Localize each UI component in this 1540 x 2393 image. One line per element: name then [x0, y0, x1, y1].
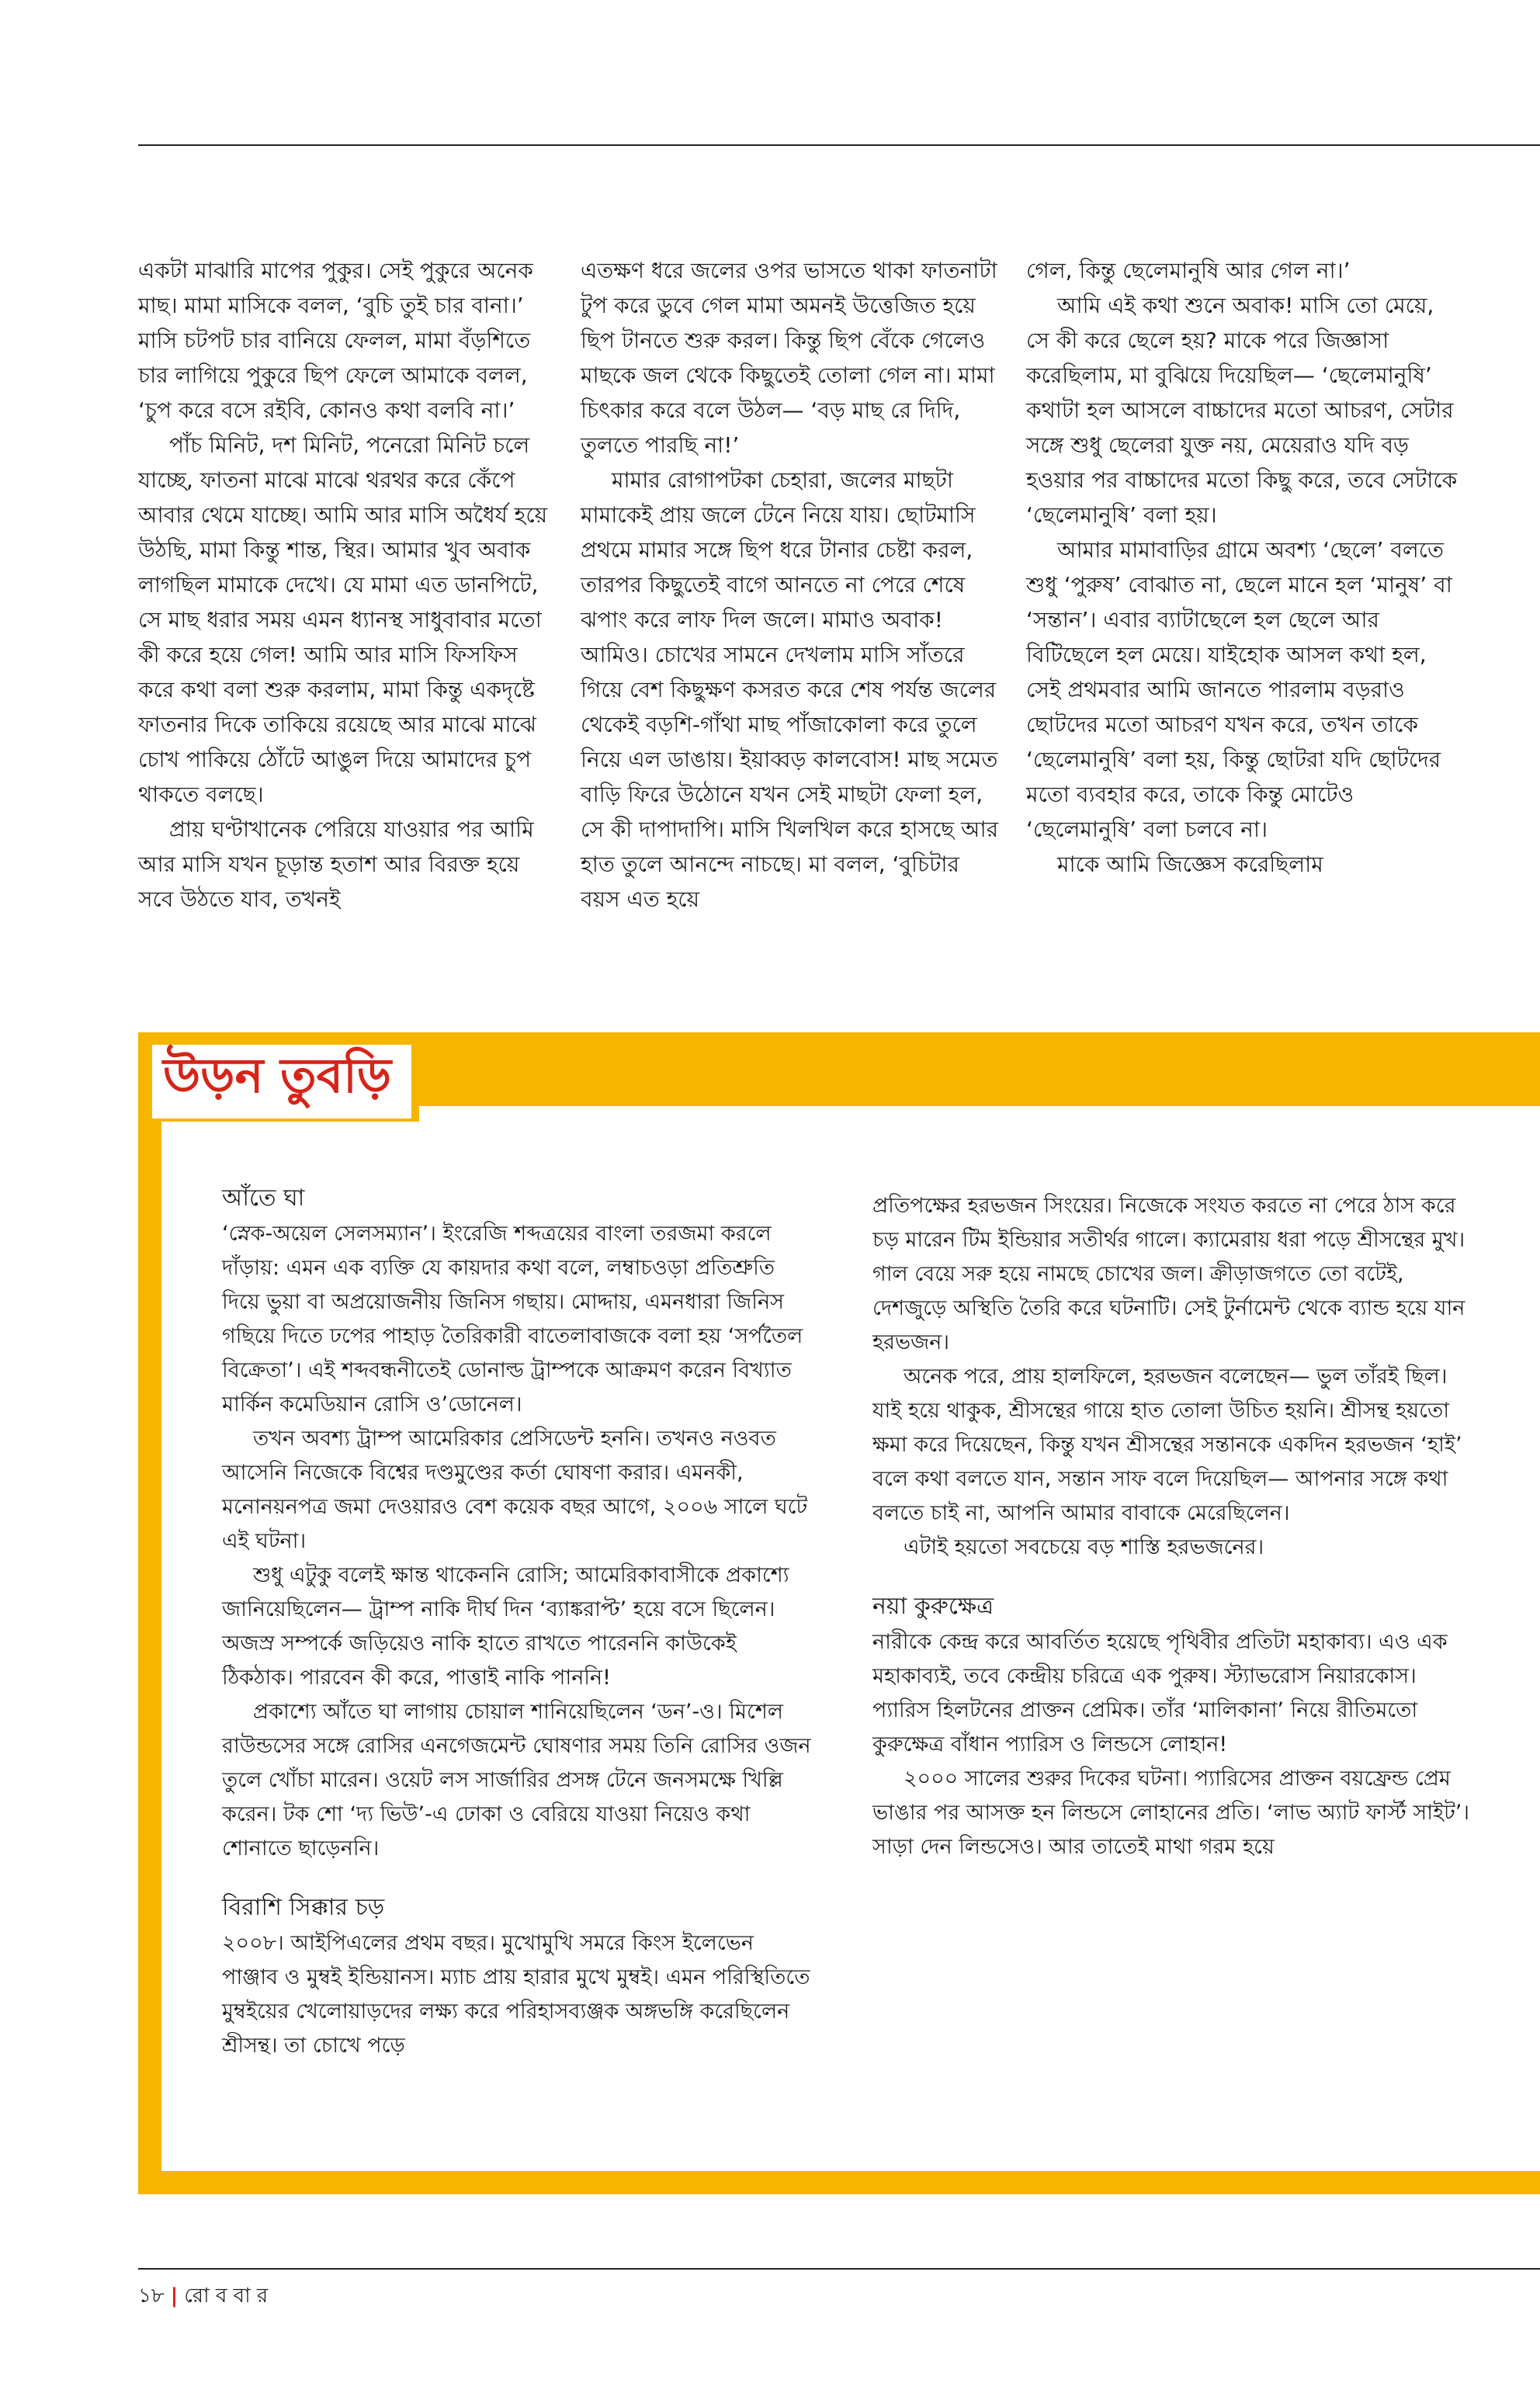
top-rule: [138, 144, 1540, 146]
article-paragraph: মামার রোগাপটকা চেহারা, জলের মাছটা মামাকেই প্রায় জলে টেনে নিয়ে যায়। ছোটমাসি প্রথমে মামার সঙ্গে ছিপ ধরে টানার চেষ্টা করল, তারপর কিছুতেই বাগে আনতে না পেরে শেষে ঝপাং করে লাফ দিল জলে। মামাও অবাক! আমিও। চোখের সামনে দেখলাম মাসি সাঁতরে গিয়ে বেশ কিছুক্ষণ কসরত করে শেষ পর্যন্ত জলের থেকেই বড়শি-গাঁথা মাছ পাঁজাকোলা করে তুলে নিয়ে এল ডাঙায়। ইয়াব্বড় কালবোস! মাছ সমেত বাড়ি ফিরে উঠোনে যখন সেই মাছটা ফেলা হল, সে কী দাপাদাপি। মাসি খিলখিল করে হাসছে আর হাত তুলে আনন্দে নাচছে। মা বলল, ‘বুচিটার বয়স এত হয়ে: [581, 467, 999, 912]
article-paragraph: প্রায় ঘণ্টাখানেক পেরিয়ে যাওয়ার পর আমি আর মাসি যখন চূড়ান্ত হতাশ আর বিরক্ত হয়ে সবে উঠতে যাব, তখনই: [138, 817, 534, 912]
section-heading: নয়া কুরুক্ষেত্র: [872, 1593, 994, 1620]
article-column-1: [138, 253, 550, 917]
article-paragraph: এতক্ষণ ধরে জলের ওপর ভাসতে থাকা ফাতনাটা টুপ করে ডুবে গেল মামা অমনই উত্তেজিত হয়ে ছিপ টানতে শুরু করল। কিন্তু ছিপ বেঁকে গেলেও মাছকে জল থেকে কিছুতেই তোলা গেল না। মামা চিৎকার করে বলে উঠল— ‘বড় মাছ রে দিদি, তুলতে পারছি না!’: [581, 258, 997, 458]
sidebar-paragraph: প্রতিপক্ষের হরভজন সিংয়ের। নিজেকে সংযত করতে না পেরে ঠাস করে চড় মারেন টিম ইন্ডিয়ার সতীর্থর গালে। ক্যামেরায় ধরা পড়ে শ্রীসন্থের মুখ। গাল বেয়ে সরু হয়ে নামছে চোখের জল। ক্রীড়াজগতে তো বটেই, দেশজুড়ে অস্থিতি তৈরি করে ঘটনাটি। সেই টুর্নামেন্ট থেকে ব্যান্ড হয়ে যান হরভজন।: [872, 1194, 1465, 1354]
page-number: ১৮: [138, 2284, 165, 2308]
sidebar-paragraph: ২০০৮। আইপিএলের প্রথম বছর। মুখোমুখি সমরে কিংস ইলেভেন পাঞ্জাব ও মুম্বই ইন্ডিয়ানস। ম্যাচ প্রায় হারার মুখে মুম্বই। এমন পরিস্থিতিতে মুম্বইয়ের খেলোয়াড়দের লক্ষ্য করে পরিহাসব্যঞ্জক অঙ্গভঙ্গি করেছিলেন শ্রীসন্থ। তা চোখে পড়ে: [222, 1931, 810, 2058]
sidebar-paragraph: ‘স্নেক-অয়েল সেলসম্যান’। ইংরেজি শব্দত্রয়ের বাংলা তরজমা করলে দাঁড়ায়: এমন এক ব্যক্তি যে কায়দার কথা বলে, লম্বাচওড়া প্রতিশ্রুতি দিয়ে ভুয়া বা অপ্রয়োজনীয় জিনিস গছায়। মোদ্দায়, এমনধারা জিনিস গছিয়ে দিতে ঢপের পাহাড় তৈরিকারী বাতেলাবাজকে বলা হয় ‘সর্পতৈল বিক্রেতা’। এই শব্দবন্ধনীতেই ডোনাল্ড ট্রাম্পকে আক্রমণ করেন বিখ্যাত মার্কিন কমেডিয়ান রোসি ও’ডোনেল।: [222, 1222, 803, 1417]
section-heading: আঁতে ঘা: [222, 1184, 305, 1212]
article-paragraph: একটা মাঝারি মাপের পুকুর। সেই পুকুরে অনেক মাছ। মামা মাসিকে বলল, ‘বুচি তুই চার বানা।’ মাসি চটপট চার বানিয়ে ফেলল, মামা বঁড়শিতে চার লাগিয়ে পুকুরে ছিপ ফেলে আমাকে বলল, ‘চুপ করে বসে রইবি, কোনও কথা বলবি না।’: [138, 258, 533, 423]
sidebar-paragraph: ২০০০ সালের শুরুর দিকের ঘটনা। প্যারিসের প্রাক্তন বয়ফ্রেন্ড প্রেম ভাঙার পর আসক্ত হন লিন্ডসে লোহানের প্রতি। ‘লাভ অ্যাট ফার্স্ট সাইট’। সাড়া দেন লিন্ডসেও। আর তাতেই মাথা গরম হয়ে: [872, 1767, 1470, 1859]
publication-name: রো ব বা র: [184, 2284, 269, 2308]
page-footer: [138, 2280, 268, 2311]
sidebar-title: উড়ন তুবড়ি: [163, 1047, 392, 1104]
sidebar-column-2: [872, 1189, 1470, 1864]
sidebar-paragraph: তখন অবশ্য ট্রাম্প আমেরিকার প্রেসিডেন্ট হননি। তখনও নওবত আসেনি নিজেকে বিশ্বের দণ্ডমুণ্ডের কর্তা ঘোষণা করার। এমনকী, মনোনয়নপত্র জমা দেওয়ারও বেশ কয়েক বছর আগে, ২০০৬ সালে ঘটে এই ঘটনা।: [222, 1427, 808, 1553]
sidebar-paragraph: এটাই হয়তো সবচেয়ে বড় শাস্তি হরভজনের।: [904, 1535, 1264, 1559]
sidebar-paragraph: শুধু এটুকু বলেই ক্ষান্ত থাকেননি রোসি; আমেরিকাবাসীকে প্রকাশ্যে জানিয়েছিলেন— ট্রাম্প নাকি দীর্ঘ দিন ‘ব্যাঙ্করাপ্ট’ হয়ে বসে ছিলেন। অজস্র সম্পর্কে জড়িয়েও নাকি হাতে রাখতে পারেননি কাউকেই ঠিকঠাক। পারবেন কী করে, পাত্তাই নাকি পাননি!: [222, 1563, 789, 1690]
article-column-3: [1026, 253, 1461, 882]
sidebar-paragraph: প্রকাশ্যে আঁতে ঘা লাগায় চোয়াল শানিয়েছিলেন ‘ডন’-ও। মিশেল রাউন্ডসের সঙ্গে রোসির এনগেজমেন্ট ঘোষণার সময় তিনি রোসির ওজন তুলে খোঁচা মারেন। ওয়েট লস সার্জারির প্রসঙ্গ টেনে জনসমক্ষে খিল্লি করেন। টক শো ‘দ্য ভিউ’-এ ঢোকা ও বেরিয়ে যাওয়া নিয়েও কথা শোনাতে ছাড়েননি।: [222, 1700, 811, 1861]
bottom-rule: [138, 2268, 1540, 2270]
section-heading: বিরাশি সিক্কার চড়: [222, 1894, 385, 1921]
article-paragraph: পাঁচ মিনিট, দশ মিনিট, পনেরো মিনিট চলে যাচ্ছে, ফাতনা মাঝে মাঝে থরথর করে কেঁপে আবার থেমে যাচ্ছে। আমি আর মাসি অধৈর্য হয়ে উঠছি, মামা কিন্তু শান্ত, স্থির। আমার খুব অবাক লাগছিল মামাকে দেখে। যে মামা এত ডানপিটে, সে মাছ ধরার সময় এমন ধ্যানস্থ সাধুবাবার মতো কী করে হয়ে গেল! আমি আর মাসি ফিসফিস করে কথা বলা শুরু করলাম, মামা কিন্তু একদৃষ্টে ফাতনার দিকে তাকিয়ে রয়েছে আর মাঝে মাঝে চোখ পাকিয়ে ঠোঁটে আঙুল দিয়ে আমাদের চুপ থাকতে বলছে।: [138, 432, 548, 807]
sidebar-paragraph: অনেক পরে, প্রায় হালফিলে, হরভজন বলেছেন— ভুল তাঁরই ছিল। যাই হয়ে থাকুক, শ্রীসন্থের গায়ে হাত তোলা উচিত হয়নি। শ্রীসন্থ হয়তো ক্ষমা করে দিয়েছেন, কিন্তু যখন শ্রীসন্থের সন্তানকে একদিন হরভজন ‘হাই’ বলে কথা বলতে যান, সন্তান সাফ বলে দিয়েছিল— আপনার সঙ্গে কথা বলতে চাই না, আপনি আমার বাবাকে মেরেছিলেন।: [872, 1365, 1462, 1525]
article-paragraph: আমার মামাবাড়ির গ্রামে অবশ্য ‘ছেলে’ বলতে শুধু ‘পুরুষ’ বোঝাত না, ছেলে মানে হল ‘মানুষ’ বা ‘সন্তান’। এবার ব্যাটাছেলে হল ছেলে আর বিটিছেলে হল মেয়ে। যাইহোক আসল কথা হল, সেই প্রথমবার আমি জানতে পারলাম বড়রাও ছোটদের মতো আচরণ যখন করে, তখন তাকে ‘ছেলেমানুষি’ বলা হয়, কিন্তু ছোটরা যদি ছোটদের মতো ব্যবহার করে, তাকে কিন্তু মোটেও ‘ছেলেমানুষি’ বলা চলবে না।: [1026, 537, 1452, 842]
article-column-2: [581, 253, 1000, 917]
sidebar-paragraph: নারীকে কেন্দ্র করে আবর্তিত হয়েছে পৃথিবীর প্রতিটা মহাকাব্য। এও এক মহাকাব্যই, তবে কেন্দ্রীয় চরিত্রে এক পুরুষ। স্ট্যাভরোস নিয়ারকোস। প্যারিস হিলটনের প্রাক্তন প্রেমিক। তাঁর ‘মালিকানা’ নিয়ে রীতিমতো কুরুক্ষেত্র বাঁধান প্যারিস ও লিন্ডসে লোহান!: [872, 1630, 1448, 1757]
article-paragraph: আমি এই কথা শুনে অবাক! মাসি তো মেয়ে, সে কী করে ছেলে হয়? মাকে পরে জিজ্ঞাসা করেছিলাম, মা বুঝিয়ে দিয়েছিল— ‘ছেলেমানুষি’ কথাটা হল আসলে বাচ্চাদের মতো আচরণ, সেটার সঙ্গে শুধু ছেলেরা যুক্ত নয়, মেয়েরাও যদি বড় হওয়ার পর বাচ্চাদের মতো কিছু করে, তবে সেটাকে ‘ছেলেমানুষি’ বলা হয়।: [1026, 293, 1458, 528]
footer-separator: |: [170, 2284, 179, 2308]
article-paragraph: গেল, কিন্তু ছেলেমানুষি আর গেল না।’: [1026, 258, 1351, 283]
sidebar-column-1: [222, 1180, 812, 2063]
article-paragraph: মাকে আমি জিজ্ঞেস করেছিলাম: [1057, 851, 1323, 877]
